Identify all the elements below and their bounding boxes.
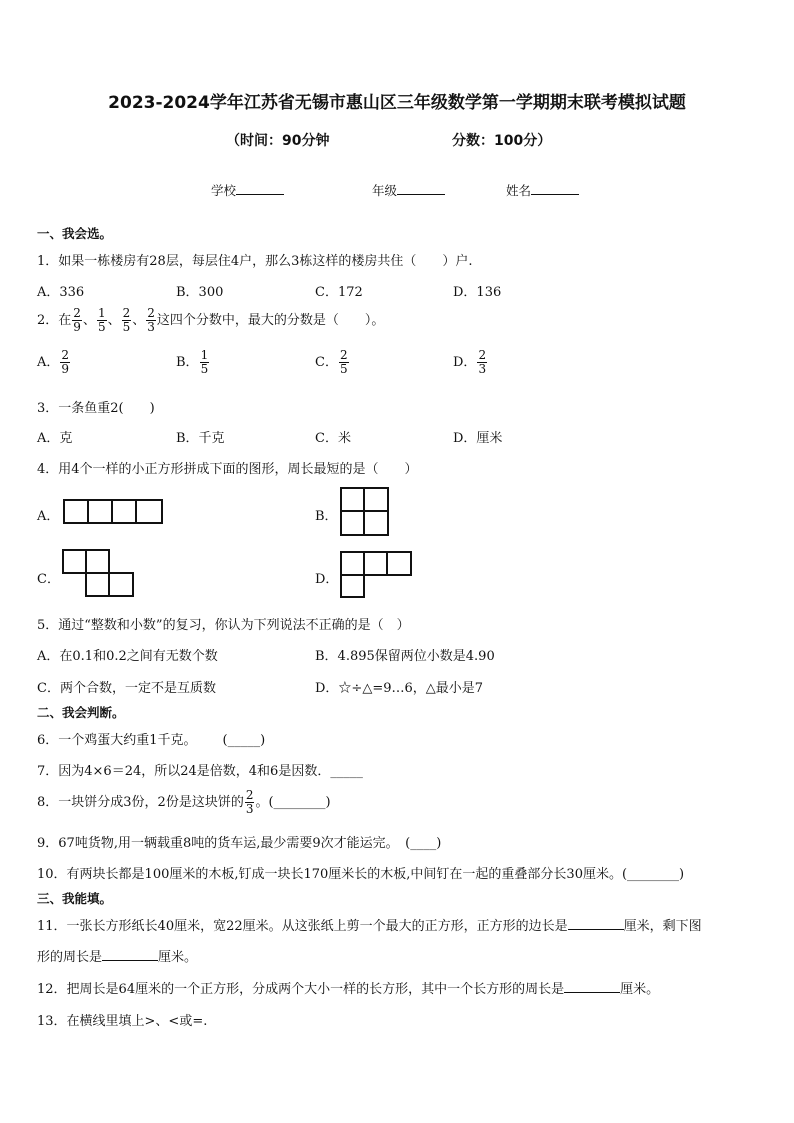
q5-option-d[interactable]: D．☆÷△=9…6，△最小是7 [315, 681, 484, 696]
fraction: $\frac{2}{3}$ [147, 306, 155, 334]
q4-option-d[interactable]: D． [315, 572, 339, 587]
q2-option-b[interactable]: B． $\frac{1}{5}$ [176, 348, 209, 376]
q8-answer-blank[interactable]: 。(________) [255, 795, 331, 810]
q2-prefix: 2．在 [37, 313, 72, 328]
school-label: 学校 [211, 183, 237, 198]
q6-answer-blank[interactable]: (_____) [222, 733, 266, 748]
q3-option-d[interactable]: D．厘米 [453, 431, 503, 446]
q11-line2: 形的周长是 厘米。 [37, 950, 198, 965]
q11-blank-1[interactable] [568, 917, 624, 930]
name-blank[interactable] [531, 182, 579, 195]
grade-field [372, 181, 445, 199]
fraction: $\frac{1}{5}$ [200, 348, 209, 376]
fraction: $\frac{1}{5}$ [97, 306, 106, 334]
q4-option-c[interactable]: C． [37, 572, 60, 587]
q1-text: 1．如果一栋楼房有28层，每层住4户，那么3栋这样的楼房共住（ ）户. [37, 254, 473, 269]
q2-text: 2．在 $\frac{2}{9}$ 、 $\frac{1}{5}$ 、 $\frac{2}{5}$ 、 $\frac{2}{3}$ 这四个分数中，最大的分数是（ ）。 [37, 306, 385, 334]
section-3-title: 三、我能填。 [37, 891, 113, 906]
grade-label: 年级 [372, 183, 398, 198]
q1-option-a[interactable]: A．336 [37, 285, 85, 300]
q4-text: 4．用4个一样的小正方形拼成下面的图形，周长最短的是（ ） [37, 462, 418, 477]
exam-score: 分数：100分） [452, 133, 552, 149]
q2-option-c[interactable]: C． $\frac{2}{5}$ [315, 348, 348, 376]
q3-option-a[interactable]: A．克 [37, 431, 73, 446]
q5-option-b[interactable]: B．4.895保留两位小数是4.90 [315, 649, 495, 664]
q3-text: 3．一条鱼重2( ) [37, 401, 155, 416]
q5-option-c[interactable]: C．两个合数，一定不是互质数 [37, 681, 216, 696]
q2-option-d[interactable]: D． $\frac{2}{3}$ [453, 348, 487, 376]
q2-suffix: 这四个分数中，最大的分数是（ ）。 [156, 313, 385, 328]
school-field [211, 181, 284, 199]
name-field [506, 181, 579, 199]
q12-text: 12．把周长是64厘米的一个正方形，分成两个大小一样的长方形，其中一个长方形的周长是 厘米。 [37, 982, 660, 997]
q1-option-d[interactable]: D．136 [453, 285, 502, 300]
fraction: $\frac{2}{5}$ [122, 306, 131, 334]
fraction: $\frac{2}{3}$ [245, 788, 254, 816]
q12-blank[interactable] [564, 980, 620, 993]
school-blank[interactable] [236, 182, 284, 195]
fraction: $\frac{2}{5}$ [339, 348, 348, 376]
section-2-title: 二、我会判断。 [37, 705, 125, 720]
q3-option-b[interactable]: B．千克 [176, 431, 225, 446]
fraction: $\frac{2}{9}$ [73, 306, 81, 334]
q4-option-b[interactable]: B． [315, 509, 338, 524]
section-1-title: 一、我会选。 [37, 226, 113, 241]
q8-text: 8．一块饼分成3份，2份是这块饼的 $\frac{2}{3}$ 。(________) [37, 788, 331, 816]
fraction: $\frac{2}{9}$ [61, 348, 70, 376]
q3-option-c[interactable]: C．米 [315, 431, 351, 446]
q2-option-a[interactable]: A． $\frac{2}{9}$ [37, 348, 70, 376]
name-label: 姓名 [506, 183, 532, 198]
q4-option-a[interactable]: A． [37, 509, 60, 524]
fraction: $\frac{2}{3}$ [478, 348, 487, 376]
exam-time: （时间：90分钟 [226, 133, 330, 149]
q1-option-b[interactable]: B．300 [176, 285, 224, 300]
q11-line1: 11．一张长方形纸长40厘米，宽22厘米。从这张纸上剪一个最大的正方形，正方形的边长是 厘米，剩下图 [37, 919, 702, 934]
q5-text: 5．通过“整数和小数”的复习，你认为下列说法不正确的是（ ） [37, 618, 410, 633]
q11-blank-2[interactable] [102, 948, 158, 961]
grade-blank[interactable] [397, 182, 445, 195]
q10-text: 10．有两块长都是100厘米的木板,钉成一块长170厘米长的木板,中间钉在一起的重叠部分长30厘米。(________) [37, 867, 685, 882]
page-title: 2023-2024学年江苏省无锡市惠山区三年级数学第一学期期末联考模拟试题 [108, 93, 686, 113]
q13-text: 13．在横线里填上>、<或=. [37, 1014, 208, 1029]
q1-option-c[interactable]: C．172 [315, 285, 363, 300]
q6-text: 6．一个鸡蛋大约重1千克。 (_____) [37, 733, 266, 748]
q7-text: 7．因为4×6＝24，所以24是倍数，4和6是因数．_____ [37, 764, 363, 779]
q5-option-a[interactable]: A．在0.1和0.2之间有无数个数 [37, 649, 218, 664]
q9-text: 9．67吨货物,用一辆载重8吨的货车运,最少需要9次才能运完。 (____) [37, 836, 442, 851]
